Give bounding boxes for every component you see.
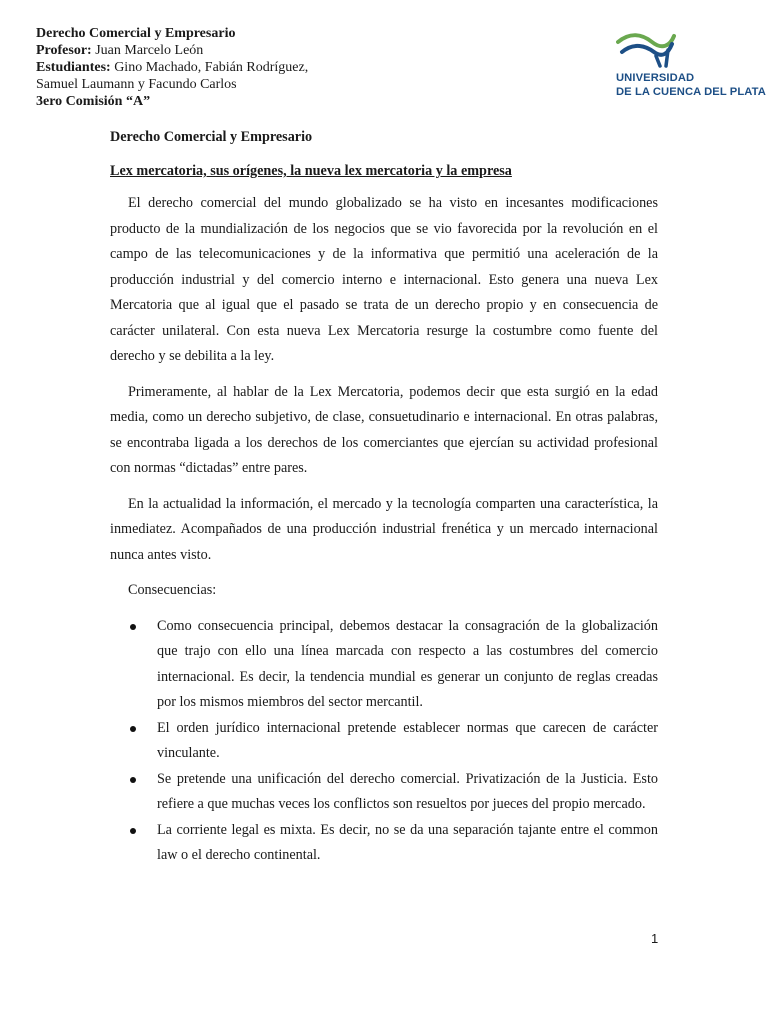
estudiantes-continuation: Samuel Laumann y Facundo Carlos (36, 77, 237, 92)
list-item: Como consecuencia principal, debemos destacar la consagración de la globalización que trajo con ello una línea marcada con respecto a las costumbres del comercio internacional. Es decir, la tendencia mundial es generar un conjunto de reglas creadas por los mismos miembros del sector mercantil. (110, 614, 658, 716)
consequences-list (110, 614, 658, 869)
course-title: Derecho Comercial y Empresario (36, 26, 236, 41)
bullet-icon (130, 726, 136, 732)
estudiantes-label: Estudiantes: (36, 60, 111, 75)
bullet-icon (130, 828, 136, 834)
consequences-label: Consecuencias: (128, 582, 217, 598)
document-title: Derecho Comercial y Empresario (110, 129, 313, 145)
profesor-line (36, 42, 366, 59)
paragraph: En la actualidad la información, el mercado y la tecnología comparten una característica, la inmediatez. Acompañados de una producción industrial frenética y un mercado internacional nunca antes visto. (110, 495, 658, 563)
profesor-label: Profesor: (36, 43, 92, 58)
paragraph: El derecho comercial del mundo globalizado se ha visto en incesantes modificaciones producto de la mundialización de los negocios que se vio favorecida por la revolución en el campo de las telecomunicaciones y de la informativa que permitió una aceleración de la producción industrial y del comercio interno e internacional. Esto genera una nueva Lex Mercatoria que al igual que el pasado se trata de un derecho propio y en consecuencia de carácter unilateral. Con esta nueva Lex Mercatoria resurge la costumbre como fuente del derecho y se debilita a la ley. (110, 195, 658, 364)
document-subtitle: Lex mercatoria, sus orígenes, la nueva lex mercatoria y la empresa (110, 163, 512, 179)
wave-logo-icon (616, 30, 676, 70)
document-header (36, 25, 366, 110)
estudiantes-names: Gino Machado, Fabián Rodríguez, (110, 60, 309, 75)
logo-line-1: UNIVERSIDAD (616, 72, 695, 84)
document-body (110, 127, 658, 869)
bullet-icon (130, 777, 136, 783)
comision-line: 3ero Comisión “A” (36, 94, 151, 109)
university-logo (616, 30, 766, 100)
logo-line-2: DE LA CUENCA DEL PLATA (616, 86, 766, 98)
list-item: El orden jurídico internacional pretende establecer normas que carecen de carácter vinculante. (110, 716, 658, 767)
list-item: La corriente legal es mixta. Es decir, no se da una separación tajante entre el common law o el derecho continental. (110, 818, 658, 869)
bullet-icon (130, 624, 136, 630)
profesor-name: Juan Marcelo León (91, 43, 204, 58)
estudiantes-line (36, 59, 366, 76)
paragraph: Primeramente, al hablar de la Lex Mercatoria, podemos decir que esta surgió en la edad media, como un derecho subjetivo, de clase, consuetudinario e internacional. En otras palabras, se encontraba ligada a los derechos de los comerciantes que ejercían su actividad profesional con normas “dictadas” entre pares. (110, 383, 658, 476)
page-number: 1 (651, 931, 659, 946)
list-item: Se pretende una unificación del derecho comercial. Privatización de la Justicia. Esto refiere a que muchas veces los conflictos son resueltos por jueces del propio mercado. (110, 767, 658, 818)
